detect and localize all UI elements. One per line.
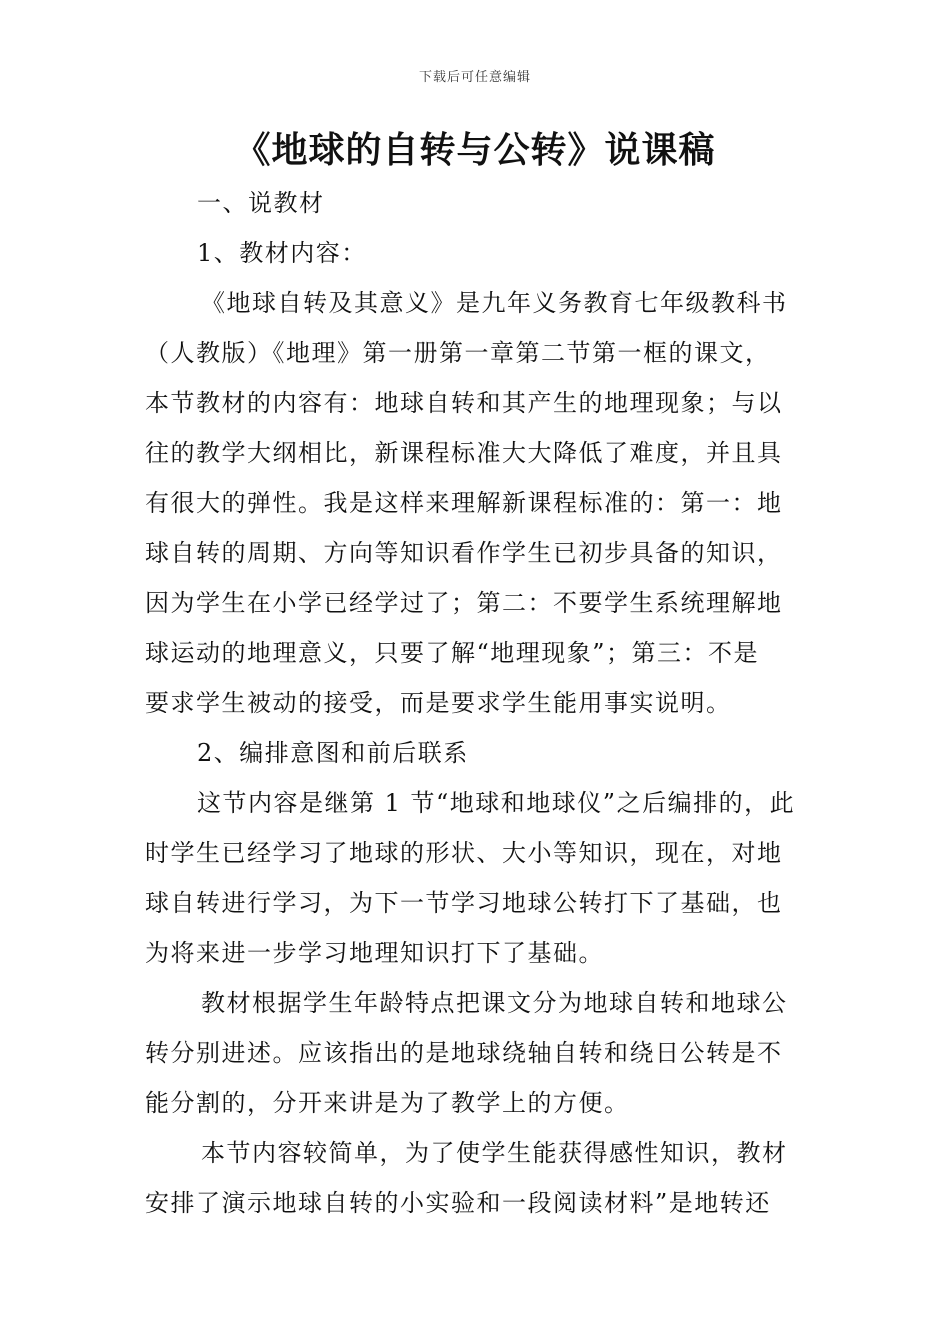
header-note: 下载后可任意编辑 <box>418 70 531 85</box>
subsection-heading: 2、编排意图和前后联系 <box>197 739 469 767</box>
paragraph-line: 本节教材的内容有：地球自转和其产生的地理现象；与以 <box>145 389 783 417</box>
section-heading: 一、说教材 <box>197 189 325 217</box>
document-title: 《地球的自转与公转》说课稿 <box>234 129 716 171</box>
paragraph-line: 为将来进一步学习地理知识打下了基础。 <box>145 939 604 967</box>
paragraph-line: 《地球自转及其意义》是九年义务教育七年级教科书 <box>201 289 788 317</box>
paragraph-line: 教材根据学生年龄特点把课文分为地球自转和地球公 <box>201 989 788 1017</box>
paragraph-line: 安排了演示地球自转的小实验和一段阅读材料”是地转还 <box>145 1189 771 1217</box>
document-body <box>145 178 810 1228</box>
paragraph-line: 本节内容较简单，为了使学生能获得感性知识，教材 <box>201 1139 788 1167</box>
paragraph-line: 球运动的地理意义，只要了解“地理现象”；第三：不是 <box>145 639 760 667</box>
paragraph-line: 有很大的弹性。我是这样来理解新课程标准的：第一：地 <box>145 489 783 517</box>
paragraph-line: 因为学生在小学已经学过了；第二：不要学生系统理解地 <box>145 589 783 617</box>
paragraph-line: 要求学生被动的接受，而是要求学生能用事实说明。 <box>145 689 732 717</box>
paragraph-line: 往的教学大纲相比，新课程标准大大降低了难度，并且具 <box>145 439 783 467</box>
subsection-heading: 1、教材内容： <box>197 239 367 267</box>
paragraph-line: 转分别进述。应该指出的是地球绕轴自转和绕日公转是不 <box>145 1039 783 1067</box>
paragraph-line: 能分割的，分开来讲是为了教学上的方便。 <box>145 1089 630 1117</box>
paragraph-line: 时学生已经学习了地球的形状、大小等知识，现在，对地 <box>145 839 783 867</box>
paragraph-line: （人教版）《地理》第一册第一章第二节第一框的课文， <box>145 339 771 367</box>
paragraph-line: 球自转进行学习，为下一节学习地球公转打下了基础，也 <box>145 889 783 917</box>
paragraph-line: 这节内容是继第 1 节“地球和地球仪”之后编排的，此 <box>197 789 796 817</box>
paragraph-line: 球自转的周期、方向等知识看作学生已初步具备的知识， <box>145 539 783 567</box>
